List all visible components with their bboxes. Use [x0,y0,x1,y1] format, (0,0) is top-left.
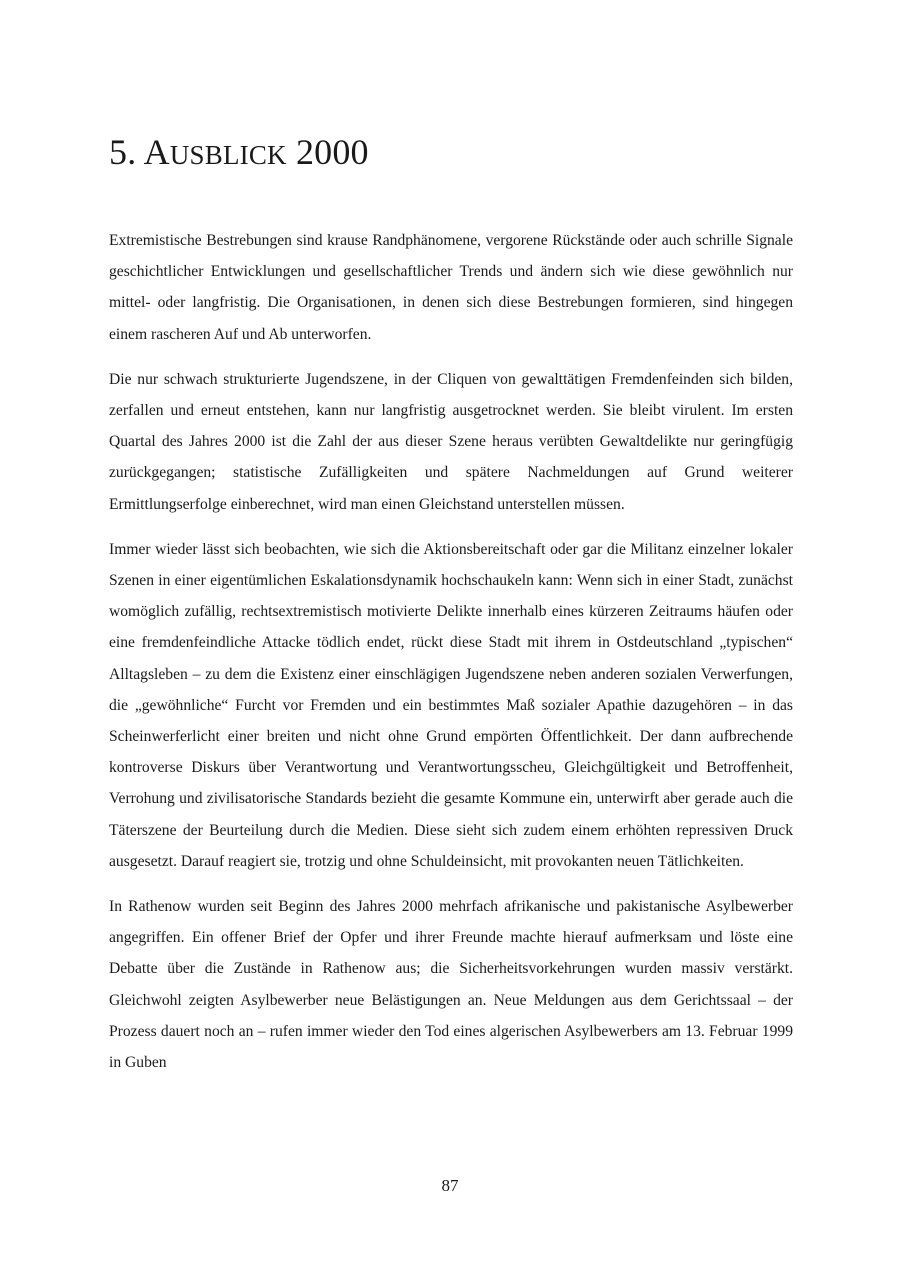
chapter-number: 5. [109,132,137,172]
paragraph-3: Immer wieder lässt sich beobachten, wie sich die Aktionsbereitschaft oder gar die Militanz einzelner lokaler Szenen in einer eigentümlichen Eskalationsdynamik hochschaukeln kann: Wenn sich in einer Stadt, zunächst womöglich zufällig, rechtsextremistisch motivierte Delikte innerhalb eines kürzeren Zeitraums häufen oder eine fremdenfeindliche Attacke tödlich endet, rückt diese Stadt mit ihrem in Ostdeutschland „typischen“ Alltagsleben – zu dem die Existenz einer einschlägigen Jugendszene neben anderen sozialen Verwerfungen, die „gewöhnliche“ Furcht vor Fremden und ein bestimmtes Maß sozialer Apathie dazugehören – in das Scheinwerferlicht einer breiten und nicht ohne Grund empörten Öffentlichkeit. Der dann aufbrechende kontroverse Diskurs über Verantwortung und Verantwortungsscheu, Gleichgültigkeit und Betroffenheit, Verrohung und zivilisatorische Standards bezieht die gesamte Kommune ein, unterwirft aber gerade auch die Täterszene der Beurteilung durch die Medien. Diese sieht sich zudem einem erhöhten repressiven Druck ausgesetzt. Darauf reagiert sie, trotzig und ohne Schuldeinsicht, mit provokanten neuen Tätlichkeiten. [109,540,793,870]
paragraph-4: In Rathenow wurden seit Beginn des Jahres 2000 mehrfach afrikanische und pakistanische Asylbewerber angegriffen. Ein offener Brief der Opfer und ihrer Freunde machte hierauf aufmerksam und löste eine Debatte über die Zustände in Rathenow aus; die Sicherheitsvorkehrungen wurden massiv verstärkt. Gleichwohl zeigten Asylbewerber neue Belästigungen an. Neue Meldungen aus dem Gerichtssaal – der Prozess dauert noch an – rufen immer wieder den Tod eines algerischen Asylbewerbers am 13. Februar 1999 in Guben [109,898,793,1072]
paragraph-2: Die nur schwach strukturierte Jugendszene, in der Cliquen von gewalttätigen Fremdenfeinden sich bilden, zerfallen und erneut entstehen, kann nur langfristig ausgetrocknet werden. Sie bleibt virulent. Im ersten Quartal des Jahres 2000 ist die Zahl der aus dieser Szene heraus verübten Gewaltdelikte nur geringfügig zurückgegangen; statistische Zufälligkeiten und spätere Nachmeldungen auf Grund weiterer Ermittlungserfolge einberechnet, wird man einen Gleichstand unterstellen müssen. [109,370,793,513]
chapter-title-smallcaps: USBLICK [169,140,287,170]
body-text [109,225,793,1092]
chapter-heading [109,131,369,173]
chapter-title-initial: A [143,132,170,172]
chapter-title-year: 2000 [295,132,369,172]
page-number: 87 [441,1176,459,1195]
paragraph-1: Extremistische Bestrebungen sind krause Randphänomene, vergorene Rückstände oder auch schrille Signale geschichtlicher Entwicklungen und gesellschaftlicher Trends und ändern sich wie diese gewöhnlich nur mittel- oder langfristig. Die Organisationen, in denen sich diese Bestrebungen formieren, sind hingegen einem rascheren Auf und Ab unterworfen. [109,232,793,343]
